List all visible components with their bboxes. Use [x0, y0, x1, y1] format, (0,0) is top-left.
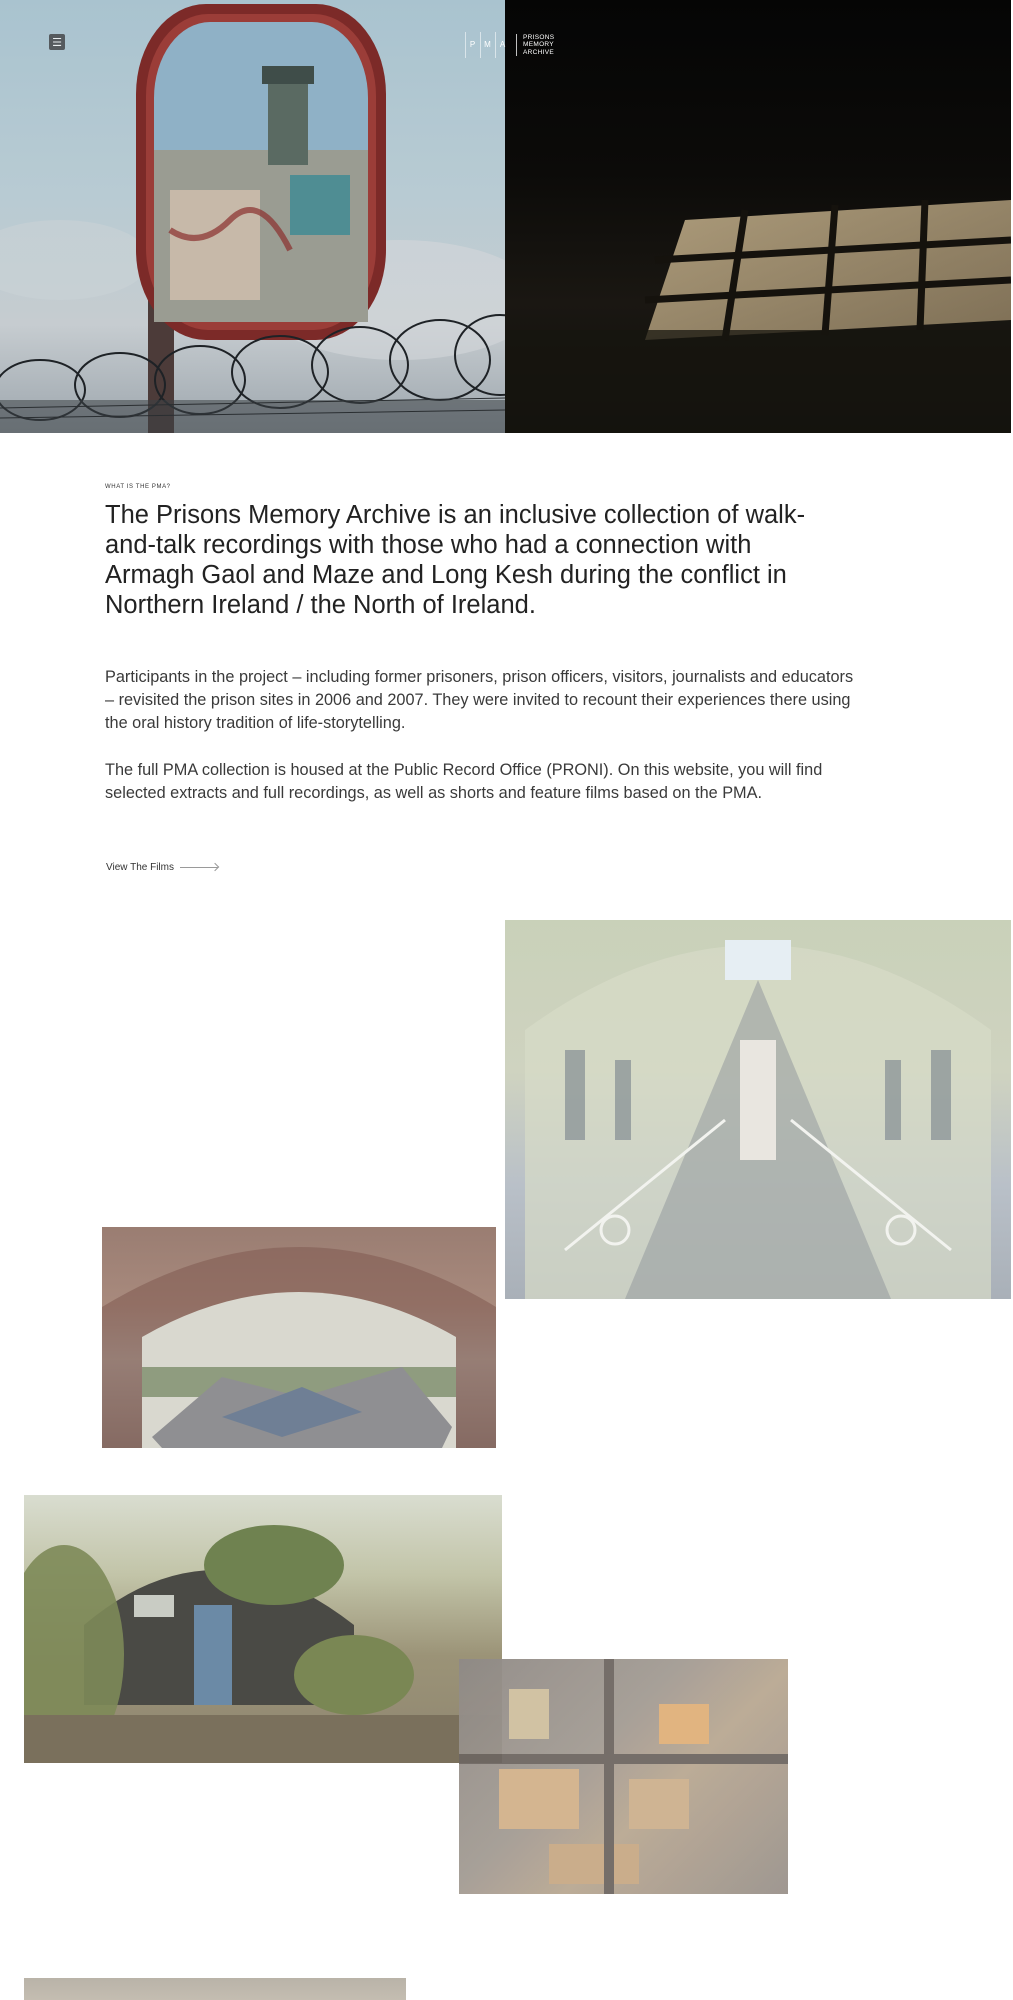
prison-corridor-illustration [505, 920, 1011, 1299]
logo-letter-m: M [480, 32, 495, 58]
logo-letters [465, 32, 510, 58]
arrow-right-icon [180, 867, 218, 868]
section-eyebrow: WHAT IS THE PMA? [105, 484, 171, 490]
site-logo[interactable] [465, 30, 554, 60]
view-films-link[interactable] [106, 862, 218, 873]
intro-paragraph-collection: The full PMA collection is housed at the Public Record Office (PRONI). On this website, you will find selected extracts and full recordings, as well as shorts and feature films based on the PMA. [105, 761, 823, 802]
hero-image-light-shadows-floor [505, 0, 1011, 433]
intro-paragraph-participants: Participants in the project – including former prisoners, prison officers, visitors, journalists and educators – revisited the prison sites in 2006 and 2007. They were invited to recount their experiences there using the oral history tradition of life-storytelling. [105, 668, 854, 732]
menu-button[interactable] [49, 34, 65, 50]
logo-wordmark [516, 34, 554, 57]
intro-headline: The Prisons Memory Archive is an inclusive collection of walk-and-talk recordings with those who had a connection with Armagh Gaol and Maze and Long Kesh during the conflict in Northern Ireland / the North of Ireland. [105, 501, 806, 619]
logo-word-prisons: PRISONS [523, 33, 555, 41]
logo-word-archive: ARCHIVE [523, 48, 554, 56]
mirror-watchtower-illustration [0, 0, 505, 433]
gallery-image-nissen-hut [24, 1495, 502, 1763]
collapsed-hut-illustration [102, 1227, 496, 1448]
nissen-hut-illustration [24, 1495, 502, 1763]
gallery-image-prison-corridor [505, 920, 1011, 1299]
gallery-image-window-shadows [459, 1659, 788, 1894]
logo-letter-a: A [495, 32, 510, 58]
gallery-image-collapsed-hut [102, 1227, 496, 1448]
hamburger-menu-icon: ☰ [52, 35, 62, 49]
window-shadows-illustration [459, 1659, 788, 1894]
logo-word-memory: MEMORY [523, 41, 554, 49]
logo-letter-p: P [465, 32, 480, 58]
view-films-label: View The Films [106, 862, 174, 873]
hero-image-mirror-watchtower [0, 0, 505, 433]
light-shadows-illustration [505, 0, 1011, 433]
gallery-image-partial [24, 1978, 406, 2000]
